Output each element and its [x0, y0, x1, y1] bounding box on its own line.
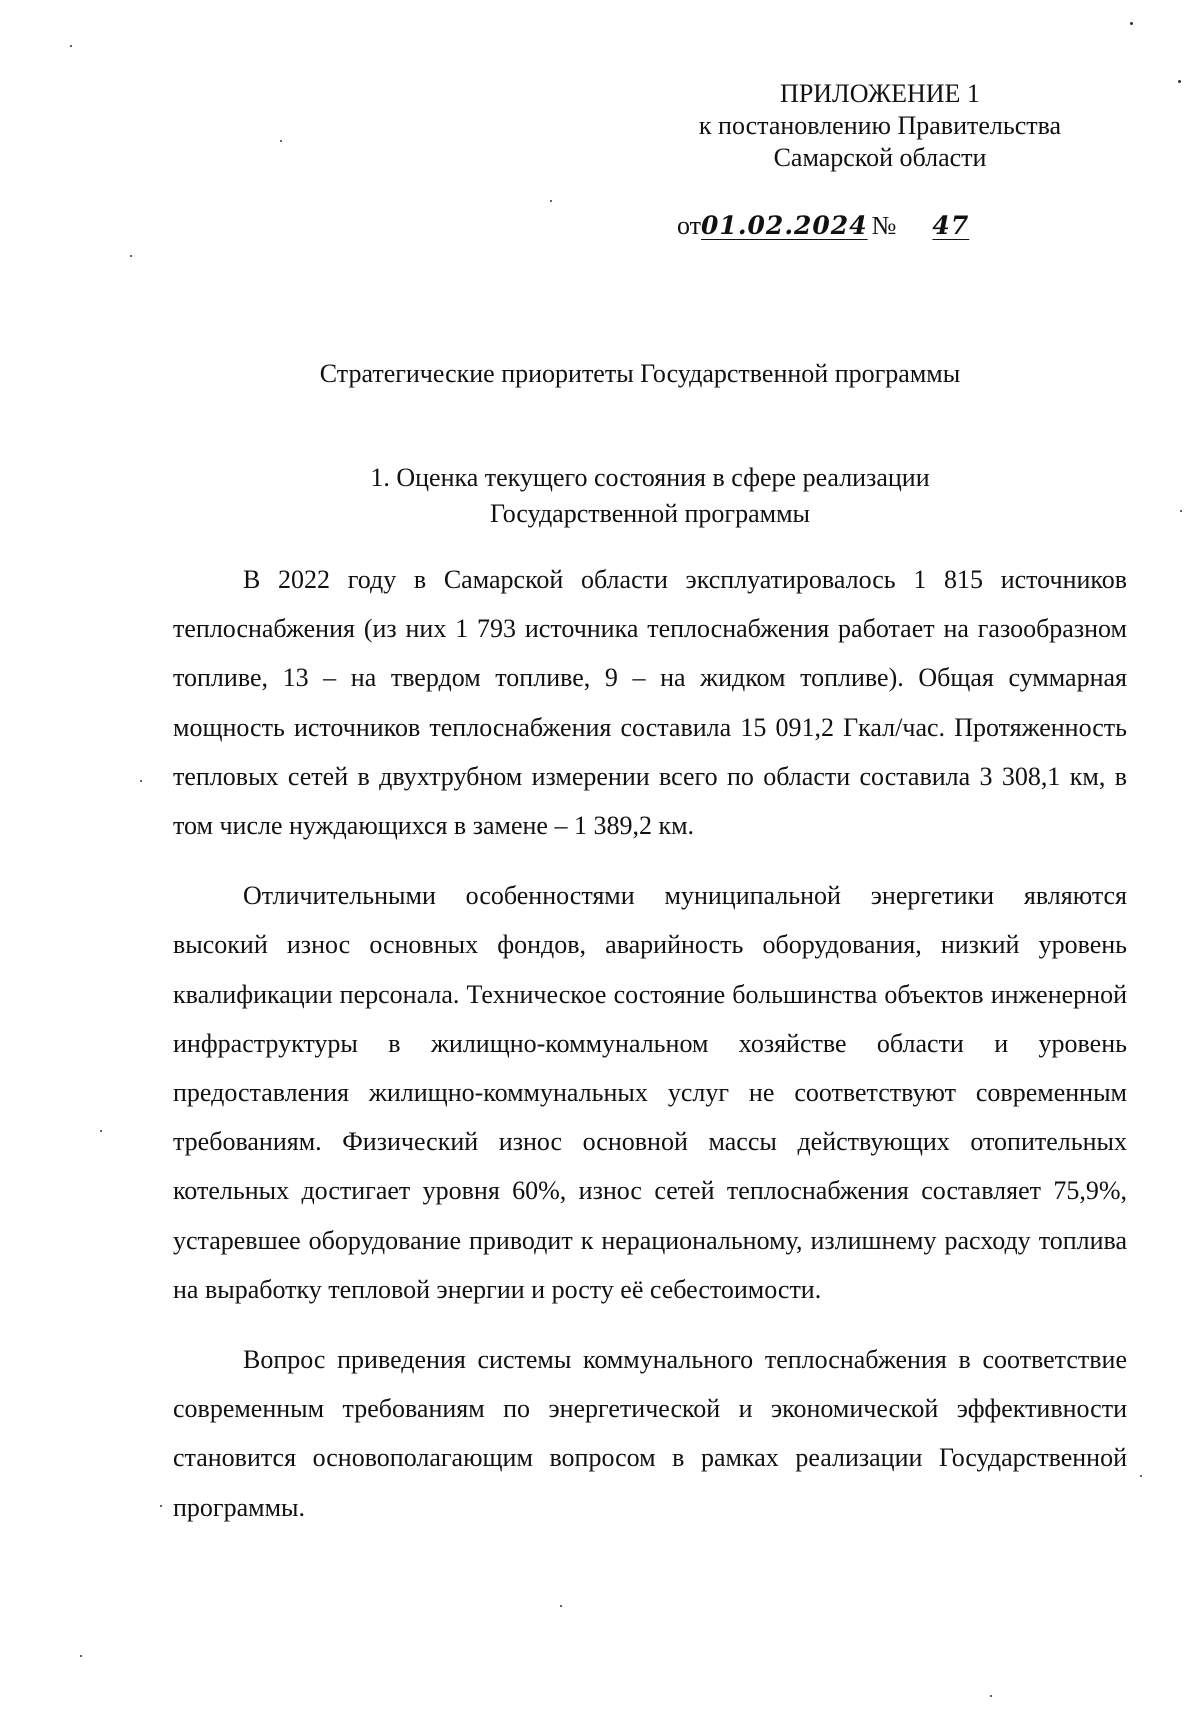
- scan-speck: [560, 1605, 562, 1607]
- section-heading: [0, 460, 1200, 532]
- scan-speck: [280, 140, 282, 142]
- appendix-header: [660, 78, 1100, 174]
- appendix-region: Самарской области: [773, 143, 987, 172]
- scan-speck: [80, 1655, 82, 1657]
- decree-date-number: [677, 210, 1092, 242]
- scan-speck: [1180, 510, 1182, 512]
- document-title: Стратегические приоритеты Государственной программы: [319, 359, 961, 388]
- scan-speck: [160, 1505, 162, 1507]
- scan-speck: [1130, 22, 1133, 25]
- document-body: [173, 555, 1127, 1553]
- section-heading-line-1: 1. Оценка текущего состояния в сфере реализации: [370, 463, 930, 492]
- scan-speck: [990, 1695, 992, 1697]
- appendix-label: ПРИЛОЖЕНИЕ 1: [780, 79, 980, 108]
- scan-speck: [550, 200, 552, 202]
- decree-number: 47: [932, 211, 970, 240]
- scan-speck: [130, 255, 132, 257]
- appendix-decree-ref: к постановлению Правительства: [698, 111, 1062, 140]
- decree-number-sign: №: [871, 211, 897, 240]
- section-heading-line-2: Государственной программы: [489, 499, 811, 528]
- scan-speck: [1140, 1475, 1142, 1477]
- scan-speck: [140, 780, 142, 782]
- scan-speck: [100, 1130, 102, 1132]
- decree-prefix: от: [677, 211, 702, 240]
- paragraph-infrastructure-wear: Отличительными особенностями муниципальной энергетики являются высокий износ основных фондов, аварийность оборудования, низкий уровень квалификации персонала. Техническое состояние большинства объектов инженерной инфраструктуры в жилищно-коммунальном хозяйстве области и уровень предоставления жилищно-коммунальных услуг не соответствуют современным требованиям. Физический износ основной массы действующих отопительных котельных достигает уровня 60%, износ сетей теплоснабжения составляет 75,9%, устаревшее оборудование приводит к нерациональному, излишнему расходу топлива на выработку тепловой энергии и росту её себестоимости.: [173, 881, 1127, 1304]
- scan-speck: [1178, 80, 1181, 83]
- decree-date: 01.02.2024: [701, 211, 868, 240]
- scan-speck: [70, 45, 72, 47]
- paragraph-heat-sources: В 2022 году в Самарской области эксплуатировалось 1 815 источников теплоснабжения (из них 1 793 источника теплоснабжения работает на газообразном топливе, 13 – на твердом топливе, 9 – на жидком топливе). Общая суммарная мощность источников теплоснабжения составила 15 091,2 Гкал/час. Протяженность тепловых сетей в двухтрубном измерении всего по области составила 3 308,1 км, в том числе нуждающихся в замене – 1 389,2 км.: [173, 565, 1127, 841]
- paragraph-program-priority: Вопрос приведения системы коммунального теплоснабжения в соответствие современным требованиям по энергетической и экономической эффективности становится основополагающим вопросом в рамках реализации Государственной программы.: [173, 1345, 1127, 1522]
